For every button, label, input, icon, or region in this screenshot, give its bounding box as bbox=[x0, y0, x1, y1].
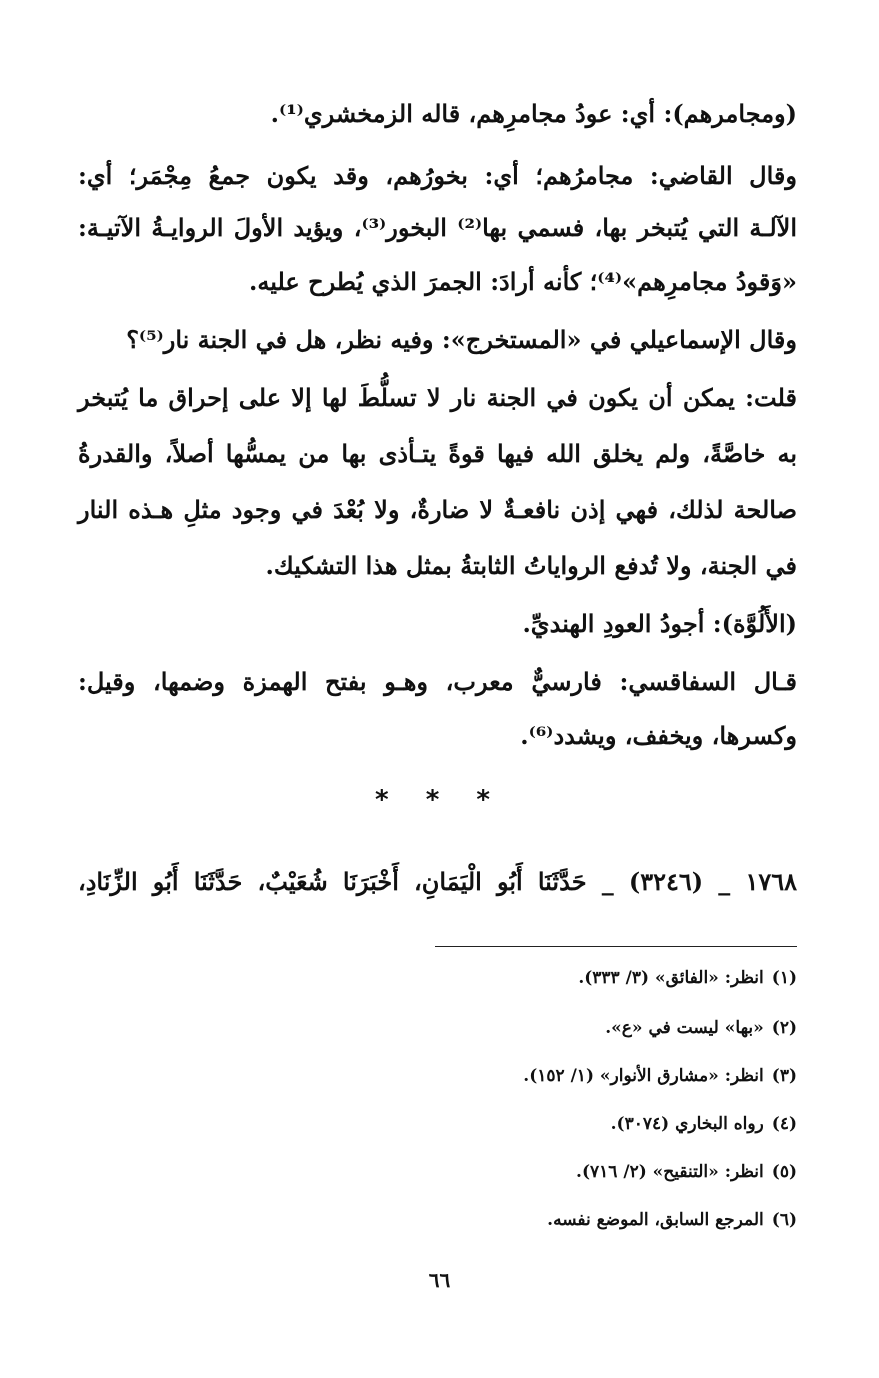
page-number: ٦٦ bbox=[428, 1268, 451, 1292]
footnote-5 bbox=[200, 1156, 797, 1188]
body-line-10: (الأَلُوَّة): أجودُ العودِ الهنديِّ. bbox=[522, 609, 797, 638]
footnote-text: رواه البخاري (٣٠٧٤). bbox=[610, 1114, 764, 1134]
body-line-1: (ومجامرهم): أي: عودُ مجامرِهم، قاله الزمخشري⁽¹⁾. bbox=[270, 99, 797, 128]
footnote-number: (٤) bbox=[771, 1114, 797, 1134]
footnote-number: (١) bbox=[771, 968, 797, 988]
footnote-number: (٣) bbox=[771, 1066, 797, 1086]
body-line-11: قـال السفاقسي: فارسيٌّ معرب، وهـو بفتح الهمزة وضمها، وقيل: bbox=[78, 667, 797, 696]
footnote-text: «بها» ليست في «ع». bbox=[605, 1018, 764, 1038]
footnote-3 bbox=[200, 1060, 797, 1092]
body-line-9: في الجنة، ولا تُدفع الرواياتُ الثابتةُ بمثل هذا التشكيك. bbox=[265, 551, 797, 580]
footnote-2 bbox=[200, 1012, 797, 1044]
footnote-rule bbox=[435, 946, 797, 947]
body-line-3: الآلـة التي يُتبخر بها، فسمي بها⁽²⁾ البخور⁽³⁾، ويؤيد الأولَ الروايـةُ الآتيـة: bbox=[78, 213, 797, 242]
footnote-number: (٥) bbox=[771, 1162, 797, 1182]
footnote-text: المرجع السابق، الموضع نفسه. bbox=[547, 1210, 764, 1230]
body-line-8: صالحة لذلك، فهي إذن نافعـةٌ لا ضارةٌ، ولا بُعْدَ في وجود مثلِ هـذه النار bbox=[78, 495, 797, 524]
body-line-6: قلت: يمكن أن يكون في الجنة نار لا تسلُّطَ لها إلا على إحراق ما يُتبخر bbox=[78, 383, 797, 412]
footnote-4 bbox=[200, 1108, 797, 1140]
footnote-number: (٦) bbox=[771, 1210, 797, 1230]
footnote-text: انظر: «التنقيح» (٢/ ٧١٦). bbox=[576, 1162, 764, 1182]
footnote-text: انظر: «الفائق» (٣/ ٣٣٣). bbox=[578, 968, 764, 988]
body-line-2: وقال القاضي: مجامرُهم؛ أي: بخورُهم، وقد يكون جمعُ مِجْمَر؛ أي: bbox=[78, 161, 797, 190]
footnote-6 bbox=[200, 1204, 797, 1236]
hadith-line: ١٧٦٨ _ (٣٢٤٦) _ حَدَّثَنَا أَبُو الْيَمَانِ، أَخْبَرَنَا شُعَيْبٌ، حَدَّثَنَا أَبُو الزِّنَادِ، bbox=[78, 867, 797, 896]
body-line-7: به خاصَّةً، ولم يخلق الله فيها قوةً يتـأذى بها من يمسُّها أصلاً، والقدرةُ bbox=[78, 439, 797, 468]
body-line-12: وكسرها، ويخفف، ويشدد⁽⁶⁾. bbox=[520, 721, 797, 750]
body-line-5: وقال الإسماعيلي في «المستخرج»: وفيه نظر، هل في الجنة نار⁽⁵⁾؟ bbox=[126, 325, 797, 354]
footnote-1 bbox=[200, 962, 797, 994]
footnote-text: انظر: «مشارق الأنوار» (١/ ١٥٢). bbox=[523, 1066, 764, 1086]
body-line-4: «وَقودُ مجامرِهم»⁽⁴⁾؛ كأنه أرادَ: الجمرَ الذي يُطرح عليه. bbox=[248, 267, 797, 296]
section-separator: * * * bbox=[375, 785, 504, 815]
footnote-number: (٢) bbox=[771, 1018, 797, 1038]
